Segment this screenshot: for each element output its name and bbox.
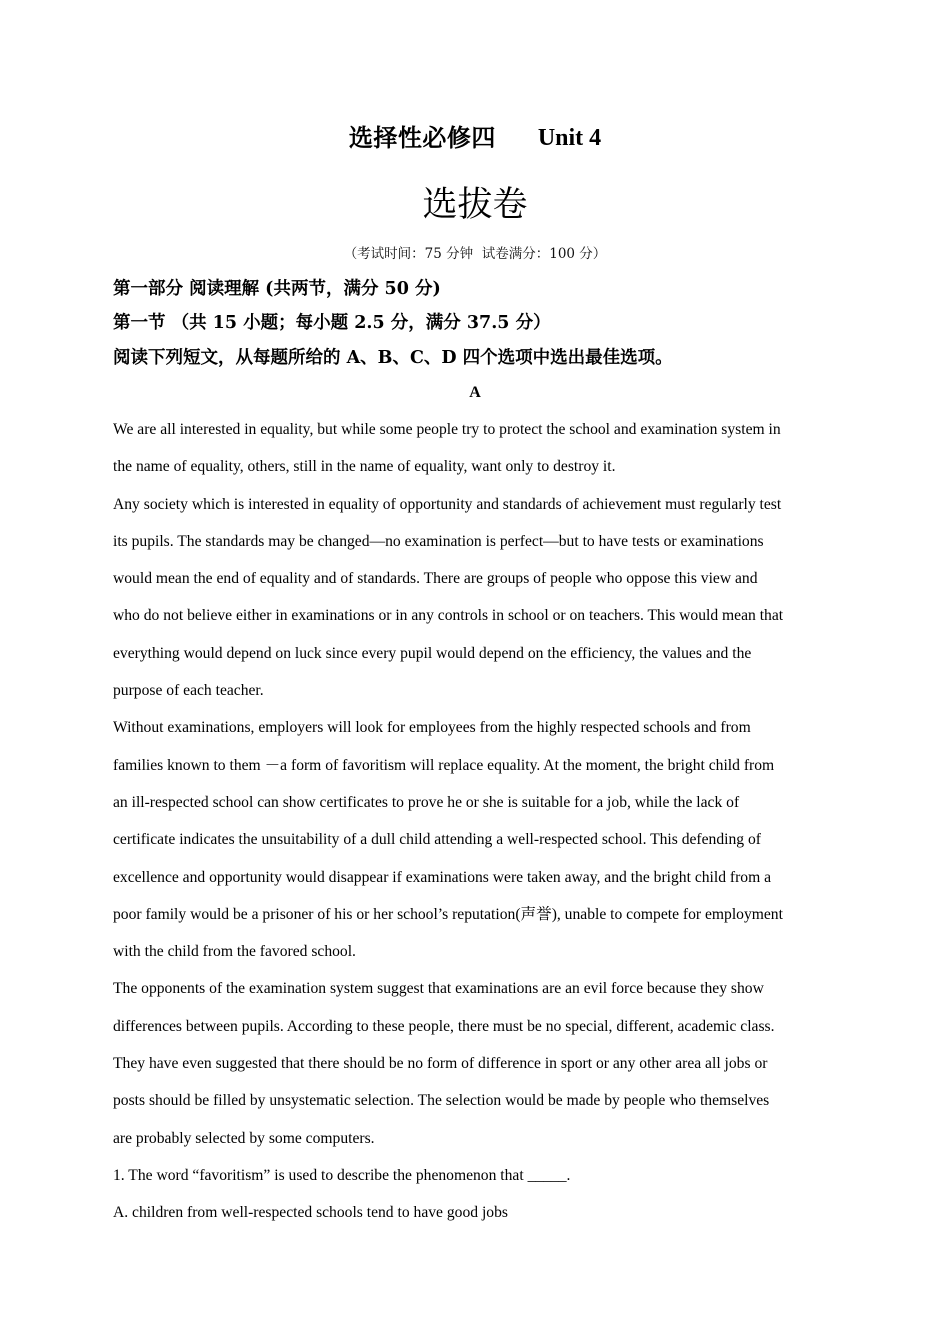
section-heading: 第一节 （共 15 小题；每小题 2.5 分，满分 37.5 分） [113, 313, 551, 333]
passage-line: The opponents of the examination system suggest that examinations are an evil force because they show [113, 980, 764, 998]
passage-line: are probably selected by some computers. [113, 1129, 375, 1147]
paragraph [113, 709, 873, 970]
passage-line: everything would depend on luck since every pupil would depend on the efficiency, the values and the [113, 644, 752, 662]
passage-line: with the child from the favored school. [113, 943, 356, 961]
passage-line: poor family would be a prisoner of his or her school’s reputation(声誉), unable to compete for employment [113, 905, 783, 923]
question-option-a: A. children from well-respected schools tend to have good jobs [113, 1204, 508, 1222]
passage-line: the name of equality, others, still in the name of equality, want only to destroy it. [113, 458, 616, 476]
question-stem: 1. The word “favoritism” is used to describe the phenomenon that _____. [113, 1166, 571, 1184]
passage-line: who do not believe either in examinations or in any controls in school or on teachers. This would mean that [113, 607, 784, 625]
passage-line: families known to them －a form of favoritism will replace equality. At the moment, the bright child from [113, 756, 775, 774]
passage-line: purpose of each teacher. [113, 682, 264, 700]
passage-line: an ill-respected school can show certificates to prove he or she is suitable for a job, while the lack of [113, 793, 740, 811]
title-course: 选择性必修四 [348, 123, 496, 152]
passage-line: would mean the end of equality and of standards. There are groups of people who oppose this view and [113, 570, 758, 588]
instruction-text: 阅读下列短文，从每题所给的 A、B、C、D 四个选项中选出最佳选项。 [113, 348, 673, 368]
exam-subtitle: 选拔卷 [422, 185, 528, 225]
passage-line: its pupils. The standards may be changed—no examination is perfect—but to have tests or examinations [113, 532, 764, 550]
exam-info: （考试时间：75 分钟 试卷满分：100 分） [343, 246, 607, 262]
passage-line: excellence and opportunity would disappear if examinations were taken away, and the bright child from a [113, 868, 772, 886]
passage-body [113, 411, 873, 1232]
title-unit: Unit 4 [537, 125, 602, 151]
paragraph [113, 970, 873, 1156]
passage-line: They have even suggested that there should be no form of difference in sport or any other area all jobs or [113, 1055, 768, 1073]
passage-label: A [469, 384, 481, 401]
passage-line: We are all interested in equality, but while some people try to protect the school and examination system in [113, 421, 781, 438]
passage-line: Without examinations, employers will look for employees from the highly respected schools and from [113, 719, 751, 737]
question-1 [113, 1157, 873, 1232]
paragraph [113, 411, 873, 486]
part-heading: 第一部分 阅读理解 (共两节，满分 50 分) [113, 279, 441, 299]
page-title [0, 118, 950, 158]
passage-line: Any society which is interested in equality of opportunity and standards of achievement must regularly test [113, 495, 782, 513]
passage-line: differences between pupils. According to these people, there must be no special, different, academic class. [113, 1017, 775, 1035]
paragraph [113, 486, 873, 710]
passage-line: posts should be filled by unsystematic selection. The selection would be made by people who themselves [113, 1092, 770, 1110]
passage-line: certificate indicates the unsuitability of a dull child attending a well-respected school. This defending of [113, 831, 761, 849]
